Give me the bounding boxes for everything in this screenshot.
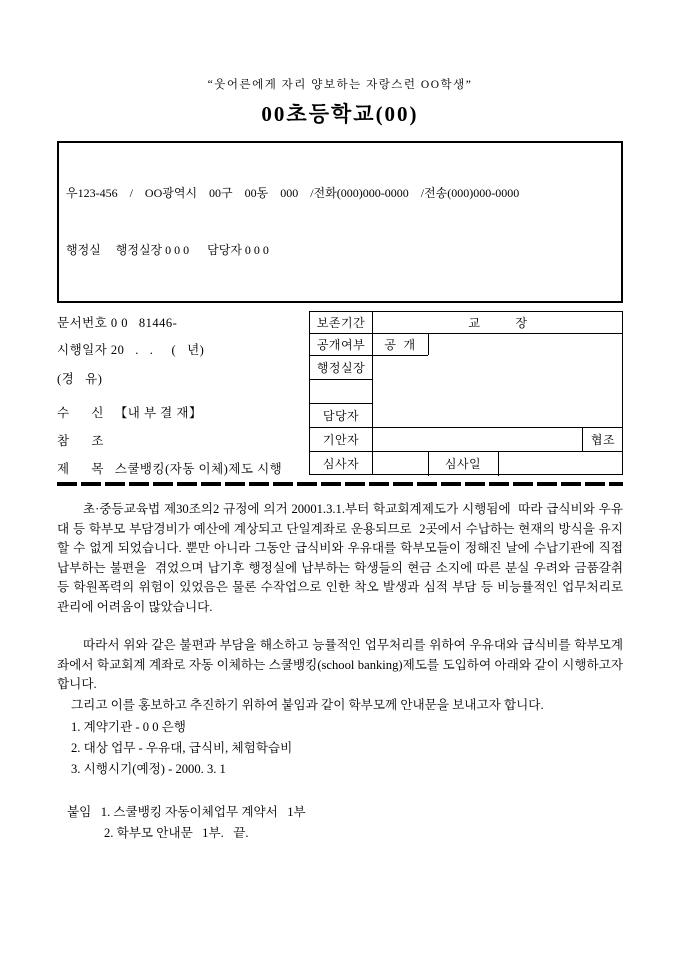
attachment-block xyxy=(57,802,623,844)
section-divider-line xyxy=(57,482,623,486)
approval-principal-label: 교 장 xyxy=(468,316,528,330)
document-header-section xyxy=(57,311,623,477)
body-items xyxy=(57,717,623,780)
body-item-3: 3. 시행시기(예정) - 2000. 3. 1 xyxy=(71,762,226,776)
contact-staff-line: 행정실 행정실장 0 0 0 담당자 0 0 0 xyxy=(66,243,269,257)
body-item-1: 1. 계약기관 - 0 0 은행 xyxy=(71,720,186,734)
school-name-title: 00초등학교(00) xyxy=(261,102,419,126)
doc-receiver-line: 수 신 【내 부 결 재】 xyxy=(57,406,202,420)
approval-admin-chief-label: 행정실장 xyxy=(316,360,366,375)
approval-cooperation-label: 협조 xyxy=(590,432,616,447)
grid-line xyxy=(428,333,429,355)
body-paragraph-3: 그리고 이를 홍보하고 추진하기 위하여 붙임과 같이 학부모께 안내문을 보내고자 합니다. xyxy=(71,697,544,712)
approval-examiner-label: 심사자 xyxy=(322,457,360,471)
approval-preservation-label: 보존기간 xyxy=(316,316,366,330)
contact-address-line: 우123-456 / OO광역시 00구 00동 000 /전화(000)000-0000 /전송(000)000-0000 xyxy=(66,186,520,200)
attachment-line-1: 붙임 1. 스쿨뱅킹 자동이체업무 계약서 1부 xyxy=(67,805,306,819)
attachment-line-2: 2. 학부모 안내문 1부. 끝. xyxy=(104,826,249,840)
body-paragraph-2: 따라서 위와 같은 불편과 부담을 해소하고 능률적인 업무처리를 위하여 우유대와 급식비를 학부모계좌에서 학교회계 계좌로 자동 이체하는 스쿨뱅킹(school banking)제도를 도입하여 아래와 같이 시행하고자 합니다. xyxy=(57,638,627,691)
approval-drafter-label: 기안자 xyxy=(322,432,360,447)
grid-line xyxy=(310,379,372,380)
approval-disclosure-value: 공 개 xyxy=(384,337,416,352)
contact-info-box xyxy=(57,141,623,303)
body-paragraph-1: 초·중등교육법 제30조의2 규정에 의거 20001.3.1.부터 학교회계제도가 시행됨에 따라 급식비와 우유대 등 학부모 부담경비가 예산에 계상되고 단일계좌로 운용되므로 2곳에서 수납하는 현재의 방식을 유지할 수 없게 되었습니다. 뿐만 아니라 그동안 급식비와 우유대를 학부모들이 정해진 날에 수납기관에 직접 납부하는 불편을 겪었으며 납기후 행정실에 납부하는 학생들의 현금 소지에 따른 분실 우려와 금품갈취 등 학원폭력의 위험이 있었음은 물론 수작업으로 인한 착오 발생과 심적 부담 등 비능률적인 업무처리로 관리에 어려움이 많았습니다. xyxy=(57,502,627,614)
document-info-block xyxy=(57,311,312,477)
doc-subject-line: 제 목 스쿨뱅킹(자동 이체)제도 시행 xyxy=(57,462,283,476)
approval-table xyxy=(309,311,623,475)
doc-via-line: (경 유) xyxy=(57,372,103,386)
approval-exam-date-label: 심사일 xyxy=(444,457,482,471)
doc-reference-line: 참 조 xyxy=(57,434,104,448)
school-slogan: “웃어른에게 자리 양보하는 자랑스런 OO학생” xyxy=(207,79,473,91)
doc-number-line: 문서번호 0 0 81446- xyxy=(57,316,178,330)
approval-disclosure-label: 공개여부 xyxy=(316,337,366,352)
body-item-2: 2. 대상 업무 - 우유대, 급식비, 체험학습비 xyxy=(71,741,293,755)
grid-line xyxy=(498,451,499,476)
document-body xyxy=(57,500,627,844)
approval-staff-label: 담당자 xyxy=(322,408,360,423)
doc-date-line: 시행일자 20 . . ( 년) xyxy=(57,343,205,357)
